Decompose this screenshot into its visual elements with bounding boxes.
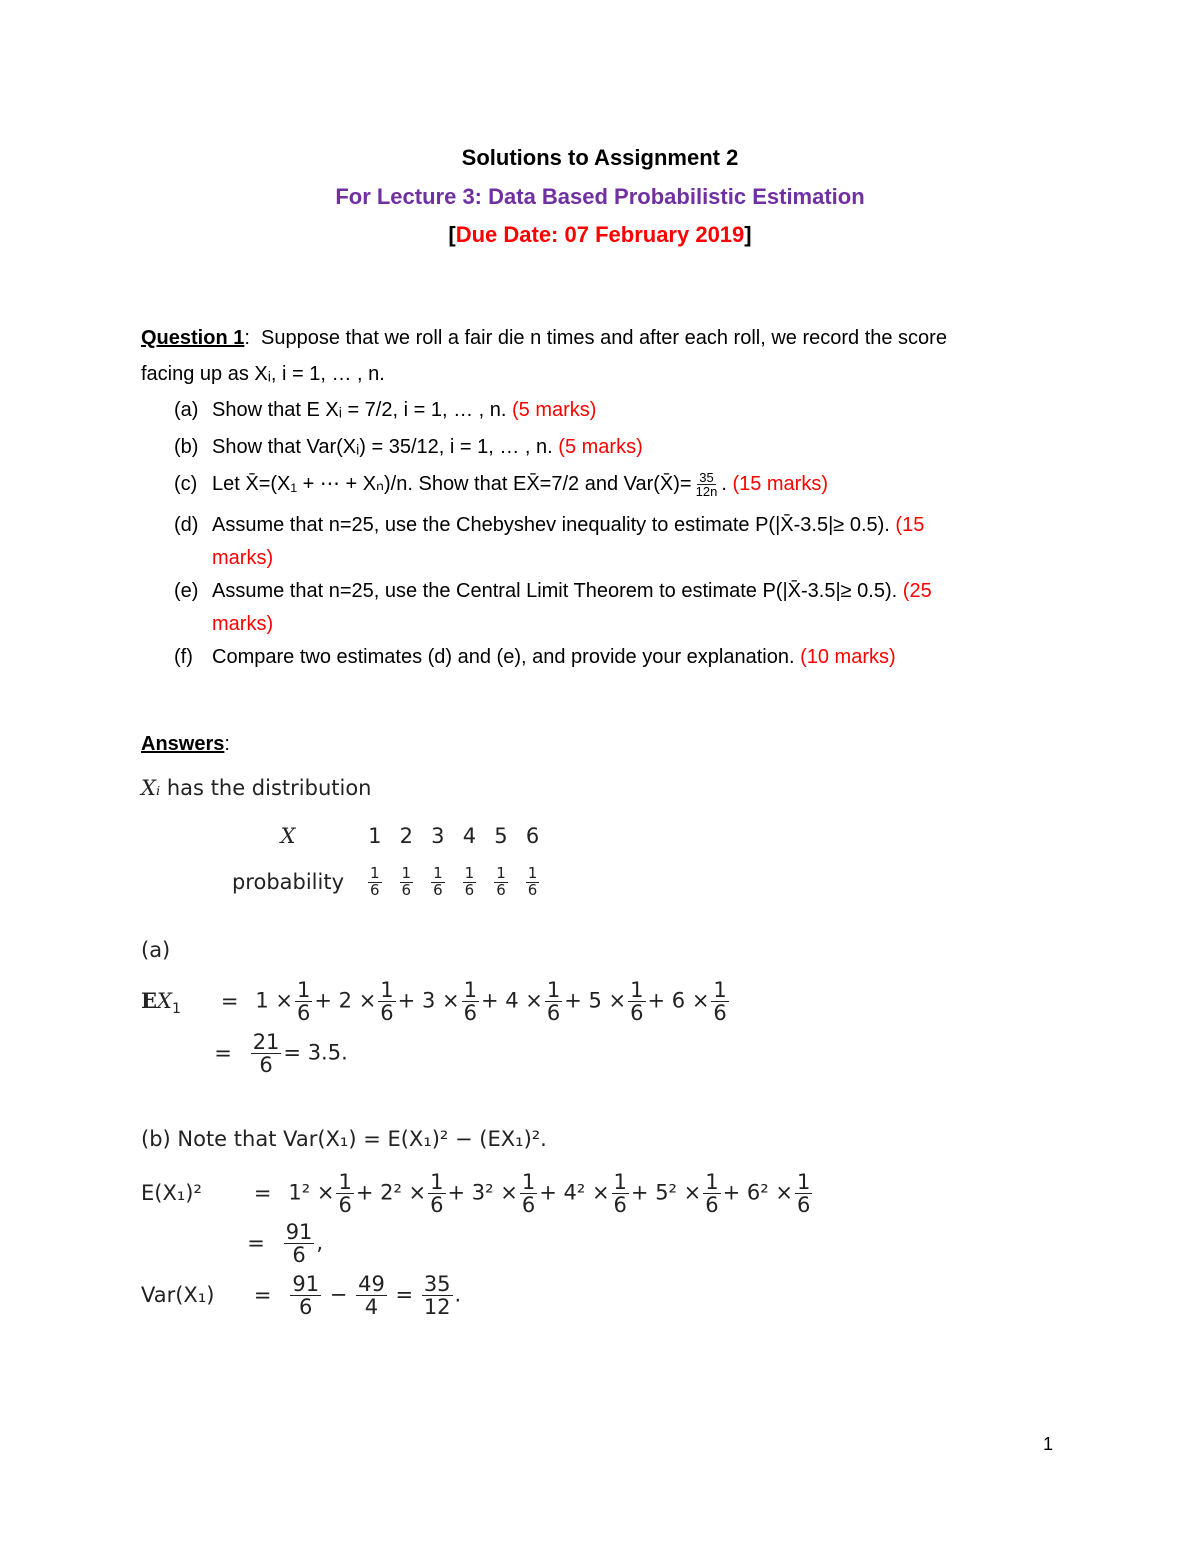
sum-term: + 3 × (397, 988, 460, 1013)
fraction (463, 863, 477, 899)
equals-sign: = (220, 988, 239, 1013)
table-cell: 2 (399, 824, 413, 848)
fraction-numerator: 49 (358, 1272, 385, 1296)
table-row (222, 854, 548, 910)
fraction (251, 1031, 282, 1076)
equals-sign: = (253, 1282, 272, 1307)
table-row-label: probability (231, 870, 345, 894)
question-intro-line1: Suppose that we roll a fair die n times and after each roll, we record the score (261, 327, 947, 349)
item-text: Compare two estimates (d) and (e), and provide your explanation. (212, 646, 795, 668)
comma: , (316, 1230, 324, 1255)
question-label: Question 1 (141, 327, 245, 349)
due-bracket-open: [ (448, 222, 456, 247)
fraction-numerator: 1 (496, 863, 506, 882)
fraction (462, 979, 479, 1024)
document-title: Solutions to Assignment 2 (461, 145, 739, 170)
fraction (295, 979, 312, 1024)
fraction-numerator: 35 (699, 469, 714, 485)
fraction-denominator: 6 (292, 1243, 306, 1268)
fraction-numerator: 1 (297, 978, 311, 1002)
fraction (356, 1273, 387, 1318)
table-cell (485, 854, 517, 910)
document-subtitle: For Lecture 3: Data Based Probabilistic Estimation (335, 184, 865, 209)
part-a-label: (a) (141, 938, 171, 962)
fraction (795, 1171, 812, 1216)
fraction (628, 979, 645, 1024)
fraction-numerator: 35 (423, 1272, 451, 1296)
fraction (290, 1273, 321, 1318)
fraction (711, 979, 728, 1024)
part-b-equation-line3 (141, 1273, 461, 1318)
item-marks: (5 marks) (558, 436, 643, 458)
fraction-numerator: 1 (430, 1170, 444, 1194)
table-cell: 5 (494, 824, 508, 848)
table-cell: 1 (368, 824, 382, 848)
part-b-lhs1: E(X₁)² (141, 1180, 202, 1205)
part-b-equation-line2 (237, 1221, 323, 1266)
sum-term: 1² × (288, 1180, 335, 1205)
equals-sign: = (395, 1282, 414, 1307)
item-label: (b) (174, 436, 199, 458)
item-label: (a) (174, 399, 199, 421)
fraction-denominator: 6 (496, 880, 506, 899)
fraction-denominator: 12 (423, 1295, 451, 1320)
answers-label: Answers (141, 733, 225, 755)
answers-colon: : (224, 733, 230, 755)
item-label: (f) (174, 646, 193, 668)
question-item-b (174, 433, 643, 461)
fraction-denominator: 6 (338, 1193, 352, 1218)
dist-var: Xᵢ (141, 776, 161, 800)
fraction-numerator: 1 (705, 1170, 719, 1194)
item-label: (e) (174, 580, 199, 602)
sum-term: + 2 × (314, 988, 377, 1013)
part-a-lhs: $EX_1$ (141, 987, 181, 1017)
part-a-equation-line1 (141, 979, 731, 1024)
sum-term: + 3² × (447, 1180, 518, 1205)
fraction (368, 863, 382, 899)
question-item-c (174, 470, 828, 499)
equals-sign: = (247, 1230, 265, 1255)
sum-term: + 5 × (564, 988, 627, 1013)
fraction-denominator: 6 (630, 1001, 644, 1026)
fraction-denominator: 6 (380, 1001, 394, 1026)
distribution-intro (141, 776, 371, 800)
sum-term: 1 × (255, 988, 294, 1013)
fraction-numerator: 91 (292, 1272, 320, 1296)
fraction-numerator: 1 (521, 1170, 536, 1194)
question-item-d (174, 511, 924, 539)
fraction-denominator: 6 (463, 1001, 477, 1026)
question-item-e (174, 577, 932, 605)
fraction-numerator: 1 (464, 863, 475, 882)
page-number: 1 (1043, 1434, 1054, 1454)
item-text: Show that E Xᵢ = 7/2, i = 1, … , n. (212, 399, 507, 421)
table-row (222, 818, 548, 854)
fraction (612, 1171, 629, 1216)
fraction (526, 863, 540, 899)
sum-term: + 6 × (647, 988, 710, 1013)
table-cell (359, 854, 391, 910)
fraction-numerator: 1 (370, 863, 380, 882)
fraction-denominator: 6 (613, 1193, 627, 1218)
fraction-denominator: 4 (364, 1295, 379, 1320)
fraction (494, 863, 508, 899)
fraction-denominator: 6 (705, 1193, 719, 1218)
fraction-numerator: 1 (463, 978, 477, 1002)
fraction-numerator: 1 (546, 978, 561, 1002)
fraction (703, 1171, 720, 1216)
item-label: (c) (174, 473, 198, 495)
fraction-numerator: 91 (285, 1220, 313, 1244)
due-date-line (0, 222, 1200, 248)
dist-intro-text: has the distribution (166, 776, 372, 800)
period: . (454, 1282, 462, 1307)
fraction-numerator: 1 (338, 1170, 352, 1194)
part-a-result: = 3.5. (283, 1040, 348, 1065)
item-marks: (15 (895, 514, 925, 536)
item-marks: (10 marks) (800, 646, 896, 668)
fraction-numerator: 1 (613, 1170, 627, 1194)
fraction (694, 471, 720, 499)
item-text: Assume that n=25, use the Chebyshev inequality to estimate P(|X̄-3.5|≥ 0.5). (212, 514, 890, 536)
sum-term: + 4² × (539, 1180, 610, 1205)
fraction-denominator: 6 (430, 1193, 444, 1218)
item-marks: (15 marks) (732, 473, 829, 495)
item-text: Let X̄=(X₁ + ⋯ + Xₙ)/n. Show that EX̄=7/2 and Var(X̄)= (212, 473, 692, 495)
fraction-numerator: 1 (630, 978, 644, 1002)
due-date: Due Date: 07 February 2019 (455, 222, 745, 247)
item-label: (d) (174, 514, 199, 536)
due-bracket-close: ] (744, 222, 752, 247)
answers-heading (141, 730, 230, 758)
question-item-f (174, 643, 896, 671)
fraction-numerator: 1 (433, 863, 443, 882)
part-b-equation-line1 (141, 1171, 814, 1216)
fraction (284, 1221, 315, 1266)
fraction (545, 979, 562, 1024)
question-colon: : (244, 327, 250, 349)
fraction-denominator: 6 (433, 880, 443, 899)
table-cell (422, 854, 454, 910)
item-text-end: . (721, 473, 727, 495)
fraction (400, 863, 414, 899)
fraction (378, 979, 395, 1024)
fraction-denominator: 6 (259, 1053, 273, 1078)
fraction-denominator: 6 (521, 1193, 536, 1218)
fraction (422, 1273, 453, 1318)
equals-sign: = (214, 1040, 232, 1065)
part-b-note: (b) Note that Var(X₁) = E(X₁)² − (EX₁)². (141, 1127, 547, 1151)
fraction-numerator: 1 (713, 978, 727, 1002)
fraction-denominator: 6 (297, 1001, 311, 1026)
sum-term: + 5² × (630, 1180, 702, 1205)
fraction (520, 1171, 537, 1216)
question-intro (141, 324, 947, 352)
part-b-lhs3: Var(X₁) (141, 1282, 215, 1307)
fraction-denominator: 12n (695, 484, 718, 500)
fraction-denominator: 6 (546, 1001, 561, 1026)
fraction-numerator: 1 (796, 1170, 811, 1194)
fraction-denominator: 6 (527, 880, 538, 899)
sum-term: + 2² × (355, 1180, 427, 1205)
part-a-equation-line2 (204, 1031, 348, 1076)
fraction (336, 1171, 353, 1216)
minus-sign: − (329, 1282, 348, 1307)
equals-sign: = (253, 1180, 272, 1205)
fraction (428, 1171, 445, 1216)
table-cell (517, 854, 549, 910)
item-text: Assume that n=25, use the Central Limit Theorem to estimate P(|X̄-3.5|≥ 0.5). (212, 580, 898, 602)
fraction (431, 863, 445, 899)
sum-term: + 4 × (480, 988, 543, 1013)
item-marks: (5 marks) (511, 399, 597, 421)
fraction-denominator: 6 (370, 880, 380, 899)
table-row-label: X (280, 824, 296, 848)
sum-term: + 6² × (722, 1180, 793, 1205)
table-cell: 4 (462, 824, 477, 848)
fraction-denominator: 6 (299, 1295, 313, 1320)
table-cell: 3 (431, 824, 445, 848)
table-cell (391, 854, 423, 910)
table-cell: 6 (525, 824, 540, 848)
fraction-denominator: 6 (401, 880, 412, 899)
fraction-denominator: 6 (713, 1001, 727, 1026)
question-item-a (174, 396, 596, 424)
fraction-numerator: 21 (252, 1030, 280, 1054)
item-d-marks-cont: marks) (212, 547, 274, 569)
distribution-table (222, 818, 548, 910)
item-marks: (25 (902, 580, 932, 602)
fraction-denominator: 6 (464, 880, 475, 899)
fraction-numerator: 1 (401, 863, 412, 882)
table-cell (454, 854, 486, 910)
fraction-denominator: 6 (796, 1193, 811, 1218)
fraction-numerator: 1 (380, 978, 394, 1002)
item-text: Show that Var(Xᵢ) = 35/12, i = 1, … , n. (212, 436, 553, 458)
question-intro-line2: facing up as Xᵢ, i = 1, … , n. (141, 363, 385, 385)
item-e-marks-cont: marks) (212, 613, 274, 635)
fraction-numerator: 1 (527, 863, 538, 882)
